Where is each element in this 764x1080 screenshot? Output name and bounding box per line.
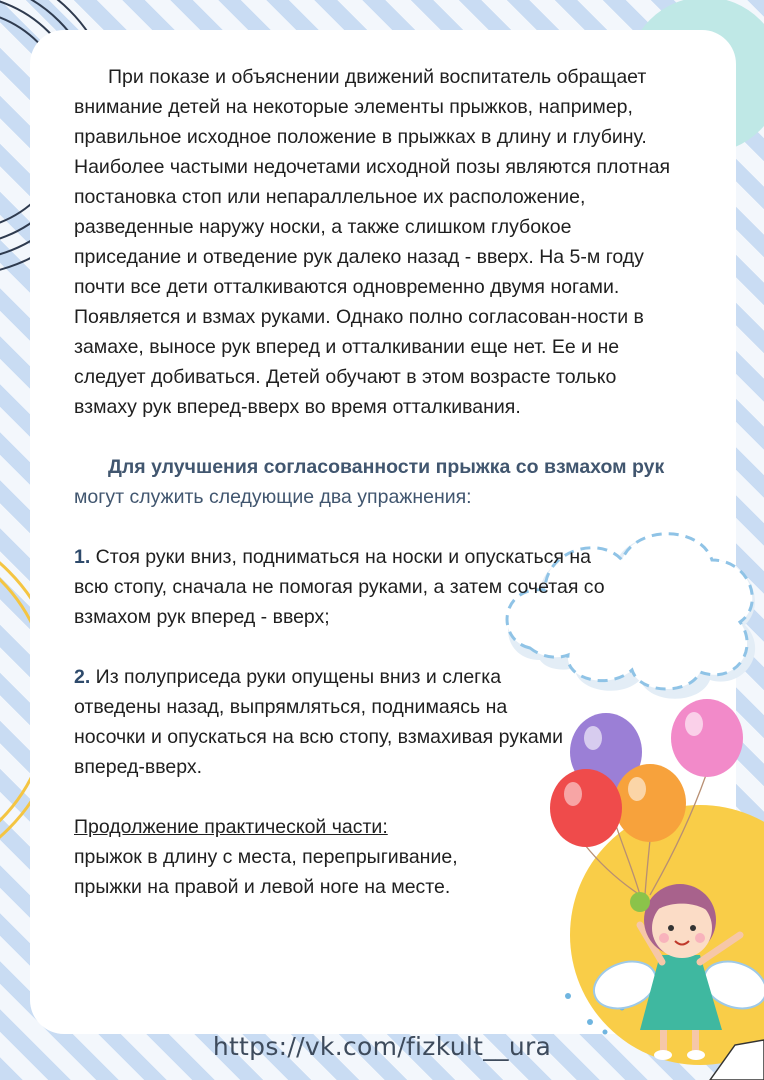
intro-bold-text: Для улучшения согласованности прыжка со взмахом рук [108, 456, 665, 478]
spacer [74, 512, 674, 542]
spacer [74, 422, 674, 452]
intro-rest-text: могут служить следующие два упражнения: [74, 486, 472, 508]
balloon-pink-icon [671, 699, 743, 777]
exercise-number: 1. [74, 546, 91, 568]
exercise-item-2 [74, 662, 564, 782]
footer-link[interactable]: https://vk.com/fizkult__ura [212, 1032, 552, 1061]
exercise-text: Из полуприседа руки опущены вниз и слегка отведены назад, выпрямляться, поднимаясь на носочки и опускаться на всю стопу, взмахивая руками вперед-вверх. [74, 666, 564, 778]
paragraph-main: При показе и объяснении движений воспитатель обращает внимание детей на некоторые элементы прыжков, например, правильное исходное положение в прыжках в длину и глубину. Наиболее частыми недочетами исходной позы являются плотная постановка стоп или непараллельное их расположение, разведенные наружу носки, а также слишком глубокое приседание и отведение рук далеко назад - вверх. На 5-м году почти все дети отталкиваются одновременно двумя ногами. Появляется и взмах руками. Однако полно согласован-ности в замахе, выносе рук вперед и отталкивании еще нет. Ее и не следует добиваться. Детей обучают в этом возрасте только взмаху рук вперед-вверх во время отталкивания. [74, 66, 671, 418]
article-text [74, 62, 674, 902]
exercise-text: Стоя руки вниз, подниматься на носки и опускаться на всю стопу, сначала не помогая руками, а затем сочетая со взмахом рук вперед - вверх; [74, 546, 605, 628]
spacer [74, 632, 674, 662]
exercise-item-1 [74, 542, 624, 632]
spacer [74, 782, 674, 812]
continuation-line-1: прыжок в длину с места, перепрыгивание, [74, 846, 458, 868]
exercise-number: 2. [74, 666, 91, 688]
continuation-heading: Продолжение практической части: [74, 816, 388, 838]
intro-paragraph [74, 452, 674, 512]
continuation-line-2: прыжки на правой и левой ноге на месте. [74, 876, 451, 898]
